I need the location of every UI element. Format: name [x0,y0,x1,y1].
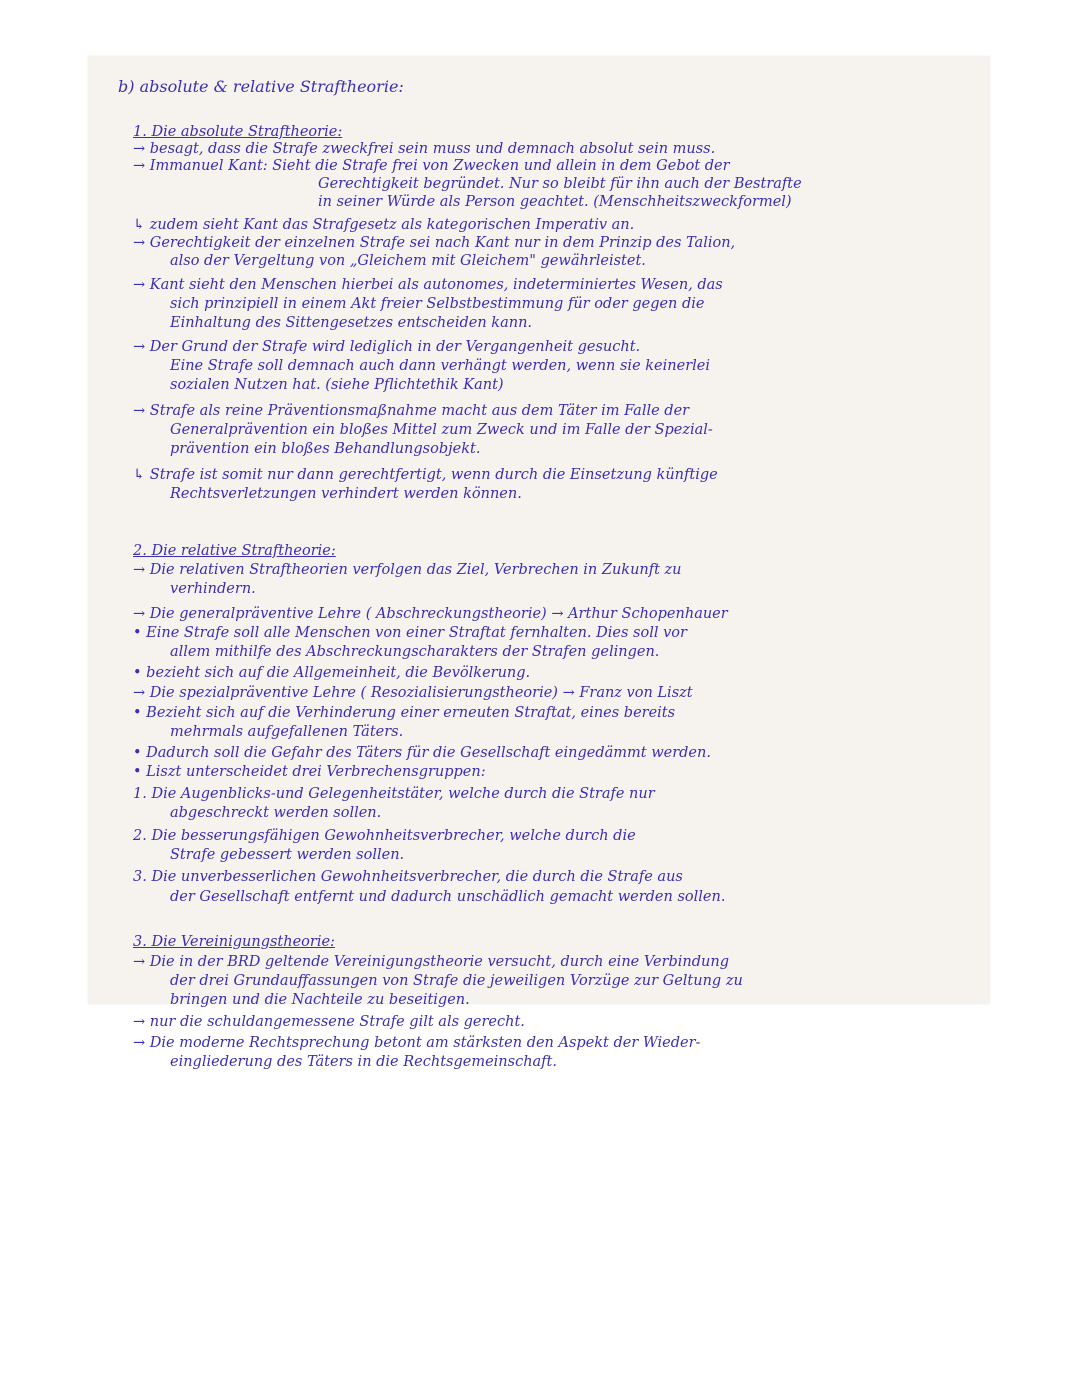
section-1-line: prävention ein bloßes Behandlungsobjekt. [170,441,481,457]
section-1-title: 1. Die absolute Straftheorie: [133,124,343,140]
section-3-title: 3. Die Vereinigungstheorie: [133,934,335,950]
section-2-line: → Die spezialpräventive Lehre ( Resozialisierungstheorie) → Franz von Liszt [133,685,693,701]
section-3-line: eingliederung des Täters in die Rechtsgemeinschaft. [170,1054,557,1070]
section-3-line: der drei Grundauffassungen von Strafe die jeweiligen Vorzüge zur Geltung zu [170,973,743,989]
section-2-line: → Die relativen Straftheorien verfolgen das Ziel, Verbrechen in Zukunft zu [133,562,682,578]
section-3-line: bringen und die Nachteile zu beseitigen. [170,992,470,1008]
section-1-line: → Gerechtigkeit der einzelnen Strafe sei nach Kant nur in dem Prinzip des Talion, [133,235,736,251]
section-2-line: der Gesellschaft entfernt und dadurch unschädlich gemacht werden sollen. [170,889,726,905]
section-2-line: verhindern. [170,581,256,597]
section-2-line: allem mithilfe des Abschreckungscharakters der Strafen gelingen. [170,644,660,660]
section-2-line: 3. Die unverbesserlichen Gewohnheitsverbrecher, die durch die Strafe aus [133,869,683,885]
section-2-line: • Eine Strafe soll alle Menschen von einer Straftat fernhalten. Dies soll vor [133,625,687,641]
section-1-line: → Strafe als reine Präventionsmaßnahme macht aus dem Täter im Falle der [133,403,690,419]
section-1-line: in seiner Würde als Person geachtet. (Menschheitszweckformel) [318,194,792,210]
section-1-line: → Der Grund der Strafe wird lediglich in der Vergangenheit gesucht. [133,339,641,355]
section-1-line: sozialen Nutzen hat. (siehe Pflichtethik Kant) [170,377,504,393]
section-1-line: → besagt, dass die Strafe zweckfrei sein muss und demnach absolut sein muss. [133,141,716,157]
section-1-line: → Immanuel Kant: Sieht die Strafe frei von Zwecken und allein in dem Gebot der [133,158,730,174]
section-3-line: → Die in der BRD geltende Vereinigungstheorie versucht, durch eine Verbindung [133,954,730,970]
section-1-line: sich prinzipiell in einem Akt freier Selbstbestimmung für oder gegen die [170,296,705,312]
section-2-line: Strafe gebessert werden sollen. [170,847,405,863]
section-2-line: 1. Die Augenblicks-und Gelegenheitstäter, welche durch die Strafe nur [133,786,655,802]
section-1-line: ↳ zudem sieht Kant das Strafgesetz als kategorischen Imperativ an. [133,217,635,233]
section-3-line: → nur die schuldangemessene Strafe gilt als gerecht. [133,1014,525,1030]
section-2-line: → Die generalpräventive Lehre ( Abschreckungstheorie) → Arthur Schopenhauer [133,606,728,622]
section-1-line: Gerechtigkeit begründet. Nur so bleibt für ihn auch der Bestrafte [318,176,802,192]
section-2-title: 2. Die relative Straftheorie: [133,543,336,559]
section-2-line: • Dadurch soll die Gefahr des Täters für die Gesellschaft eingedämmt werden. [133,745,711,761]
section-1-line: → Kant sieht den Menschen hierbei als autonomes, indeterminiertes Wesen, das [133,277,723,293]
section-1-line: Generalprävention ein bloßes Mittel zum Zweck und im Falle der Spezial- [170,422,713,438]
section-1-line: Einhaltung des Sittengesetzes entscheiden kann. [170,315,533,331]
section-1-line: ↳ Strafe ist somit nur dann gerechtfertigt, wenn durch die Einsetzung künftige [133,467,718,483]
section-2-line: mehrmals aufgefallenen Täters. [170,724,404,740]
section-2-line: abgeschreckt werden sollen. [170,805,382,821]
section-1-line: Eine Strafe soll demnach auch dann verhängt werden, wenn sie keinerlei [170,358,710,374]
page-heading: b) absolute & relative Straftheorie: [118,77,404,96]
section-1-line: also der Vergeltung von „Gleichem mit Gleichem" gewährleistet. [170,253,646,269]
section-2-line: • bezieht sich auf die Allgemeinheit, die Bevölkerung. [133,665,531,681]
section-2-line: • Bezieht sich auf die Verhinderung einer erneuten Straftat, eines bereits [133,705,676,721]
section-1-line: Rechtsverletzungen verhindert werden können. [170,486,522,502]
section-2-line: • Liszt unterscheidet drei Verbrechensgruppen: [133,764,486,780]
section-2-line: 2. Die besserungsfähigen Gewohnheitsverbrecher, welche durch die [133,828,636,844]
section-3-line: → Die moderne Rechtsprechung betont am stärksten den Aspekt der Wieder- [133,1035,701,1051]
